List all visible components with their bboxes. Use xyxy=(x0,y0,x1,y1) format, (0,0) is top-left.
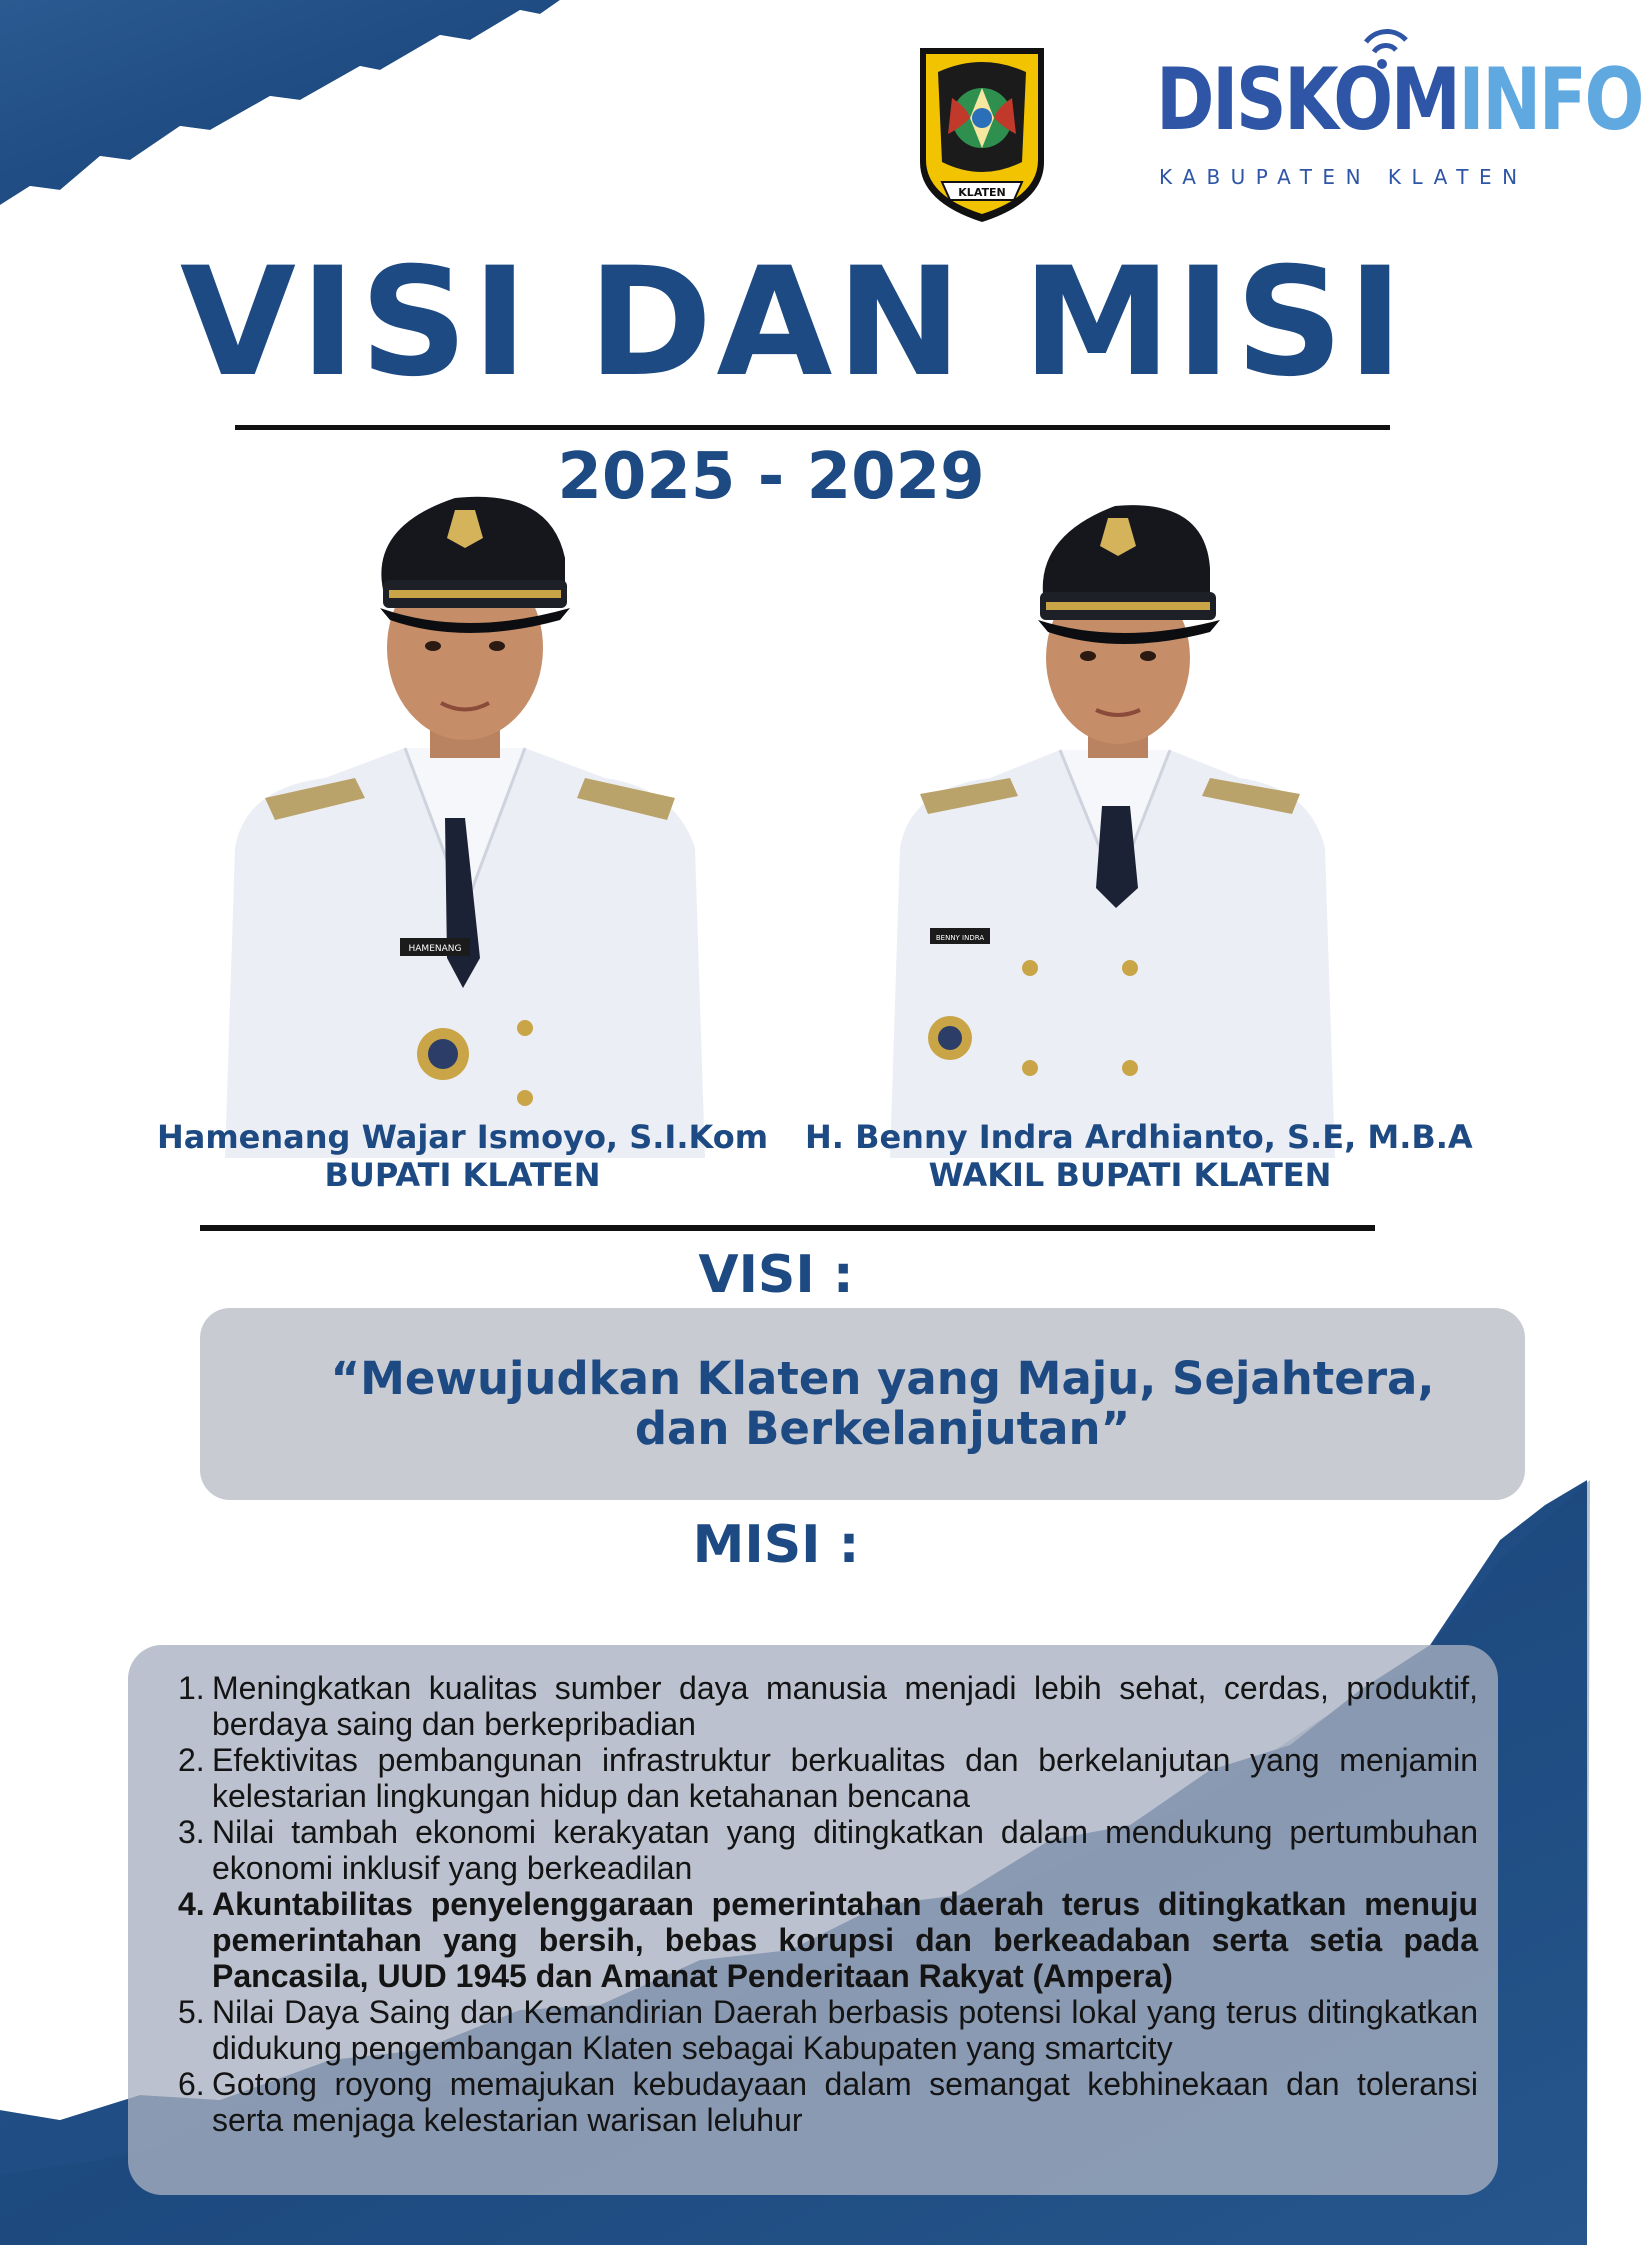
diskominfo-subtitle: KABUPATEN KLATEN xyxy=(1159,165,1528,189)
visi-panel xyxy=(200,1308,1525,1500)
misi-text: Efektivitas pembangunan infrastruktur berkualitas dan berkelanjutan yang menjamin kelestarian lingkungan hidup dan ketahanan bencana xyxy=(212,1742,1478,1814)
official-role: WAKIL BUPATI KLATEN xyxy=(928,1156,1332,1194)
portrait-wakil-bupati xyxy=(880,488,1340,1158)
misi-heading: MISI : xyxy=(692,1515,860,1575)
visi-heading: VISI : xyxy=(698,1245,854,1305)
term-period: 2025 - 2029 xyxy=(557,440,985,514)
misi-number: 3. xyxy=(178,1814,205,1850)
misi-text: Nilai tambah ekonomi kerakyatan yang ditingkatkan dalam mendukung pertumbuhan ekonomi inklusif yang berkeadilan xyxy=(212,1814,1478,1886)
title-divider xyxy=(235,425,1390,430)
visi-statement: “Mewujudkan Klaten yang Maju, Sejahtera, dan Berkelanjutan” xyxy=(330,1352,1435,1455)
misi-text: Nilai Daya Saing dan Kemandirian Daerah berbasis potensi lokal yang terus ditingkatkan didukung pengembangan Klaten sebagai Kabupaten yang smartcity xyxy=(212,1994,1478,2066)
official-role: BUPATI KLATEN xyxy=(324,1156,601,1194)
misi-item xyxy=(128,1742,1478,1814)
misi-list xyxy=(128,1670,1478,2138)
misi-text: Akuntabilitas penyelenggaraan pemerintahan daerah terus ditingkatkan menuju pemerintahan yang bersih, bebas korupsi dan berkeadaban serta setia pada Pancasila, UUD 1945 dan Amanat Penderitaan Rakyat (Ampera) xyxy=(212,1886,1478,1994)
crest-caption: KLATEN xyxy=(958,186,1006,199)
misi-number: 5. xyxy=(178,1994,205,2030)
official-name: H. Benny Indra Ardhianto, S.E, M.B.A xyxy=(805,1118,1473,1156)
misi-item xyxy=(128,1886,1478,1994)
diskominfo-wordmark xyxy=(1156,50,1642,150)
diskominfo-logo xyxy=(1150,20,1642,200)
official-bupati xyxy=(140,1118,785,1194)
official-name: Hamenang Wajar Ismoyo, S.I.Kom xyxy=(156,1118,769,1156)
misi-item xyxy=(128,2066,1478,2138)
misi-text: Meningkatkan kualitas sumber daya manusia menjadi lebih sehat, cerdas, produktif, berdaya saing dan berkepribadian xyxy=(212,1670,1478,1742)
name-badge-left: HAMENANG xyxy=(408,944,462,954)
diskominfo-main: DISKOM xyxy=(1156,50,1459,150)
page-title: VISI DAN MISI xyxy=(179,236,1408,410)
misi-item xyxy=(128,1814,1478,1886)
diskominfo-info: INFO xyxy=(1458,50,1642,150)
misi-number: 6. xyxy=(178,2066,205,2102)
portrait-bupati xyxy=(205,488,725,1158)
misi-number: 2. xyxy=(178,1742,205,1778)
section-divider xyxy=(200,1225,1375,1231)
misi-number: 1. xyxy=(178,1670,205,1706)
klaten-crest-icon xyxy=(912,42,1052,226)
misi-panel xyxy=(128,1645,1498,2195)
name-badge-right: BENNY INDRA xyxy=(935,934,985,942)
misi-text: Gotong royong memajukan kebudayaan dalam semangat kebhinekaan dan toleransi serta menjaga kelestarian warisan leluhur xyxy=(212,2066,1478,2138)
misi-item xyxy=(128,1994,1478,2066)
misi-number: 4. xyxy=(178,1886,205,1922)
misi-item xyxy=(128,1670,1478,1742)
official-wakil-bupati xyxy=(805,1118,1473,1194)
